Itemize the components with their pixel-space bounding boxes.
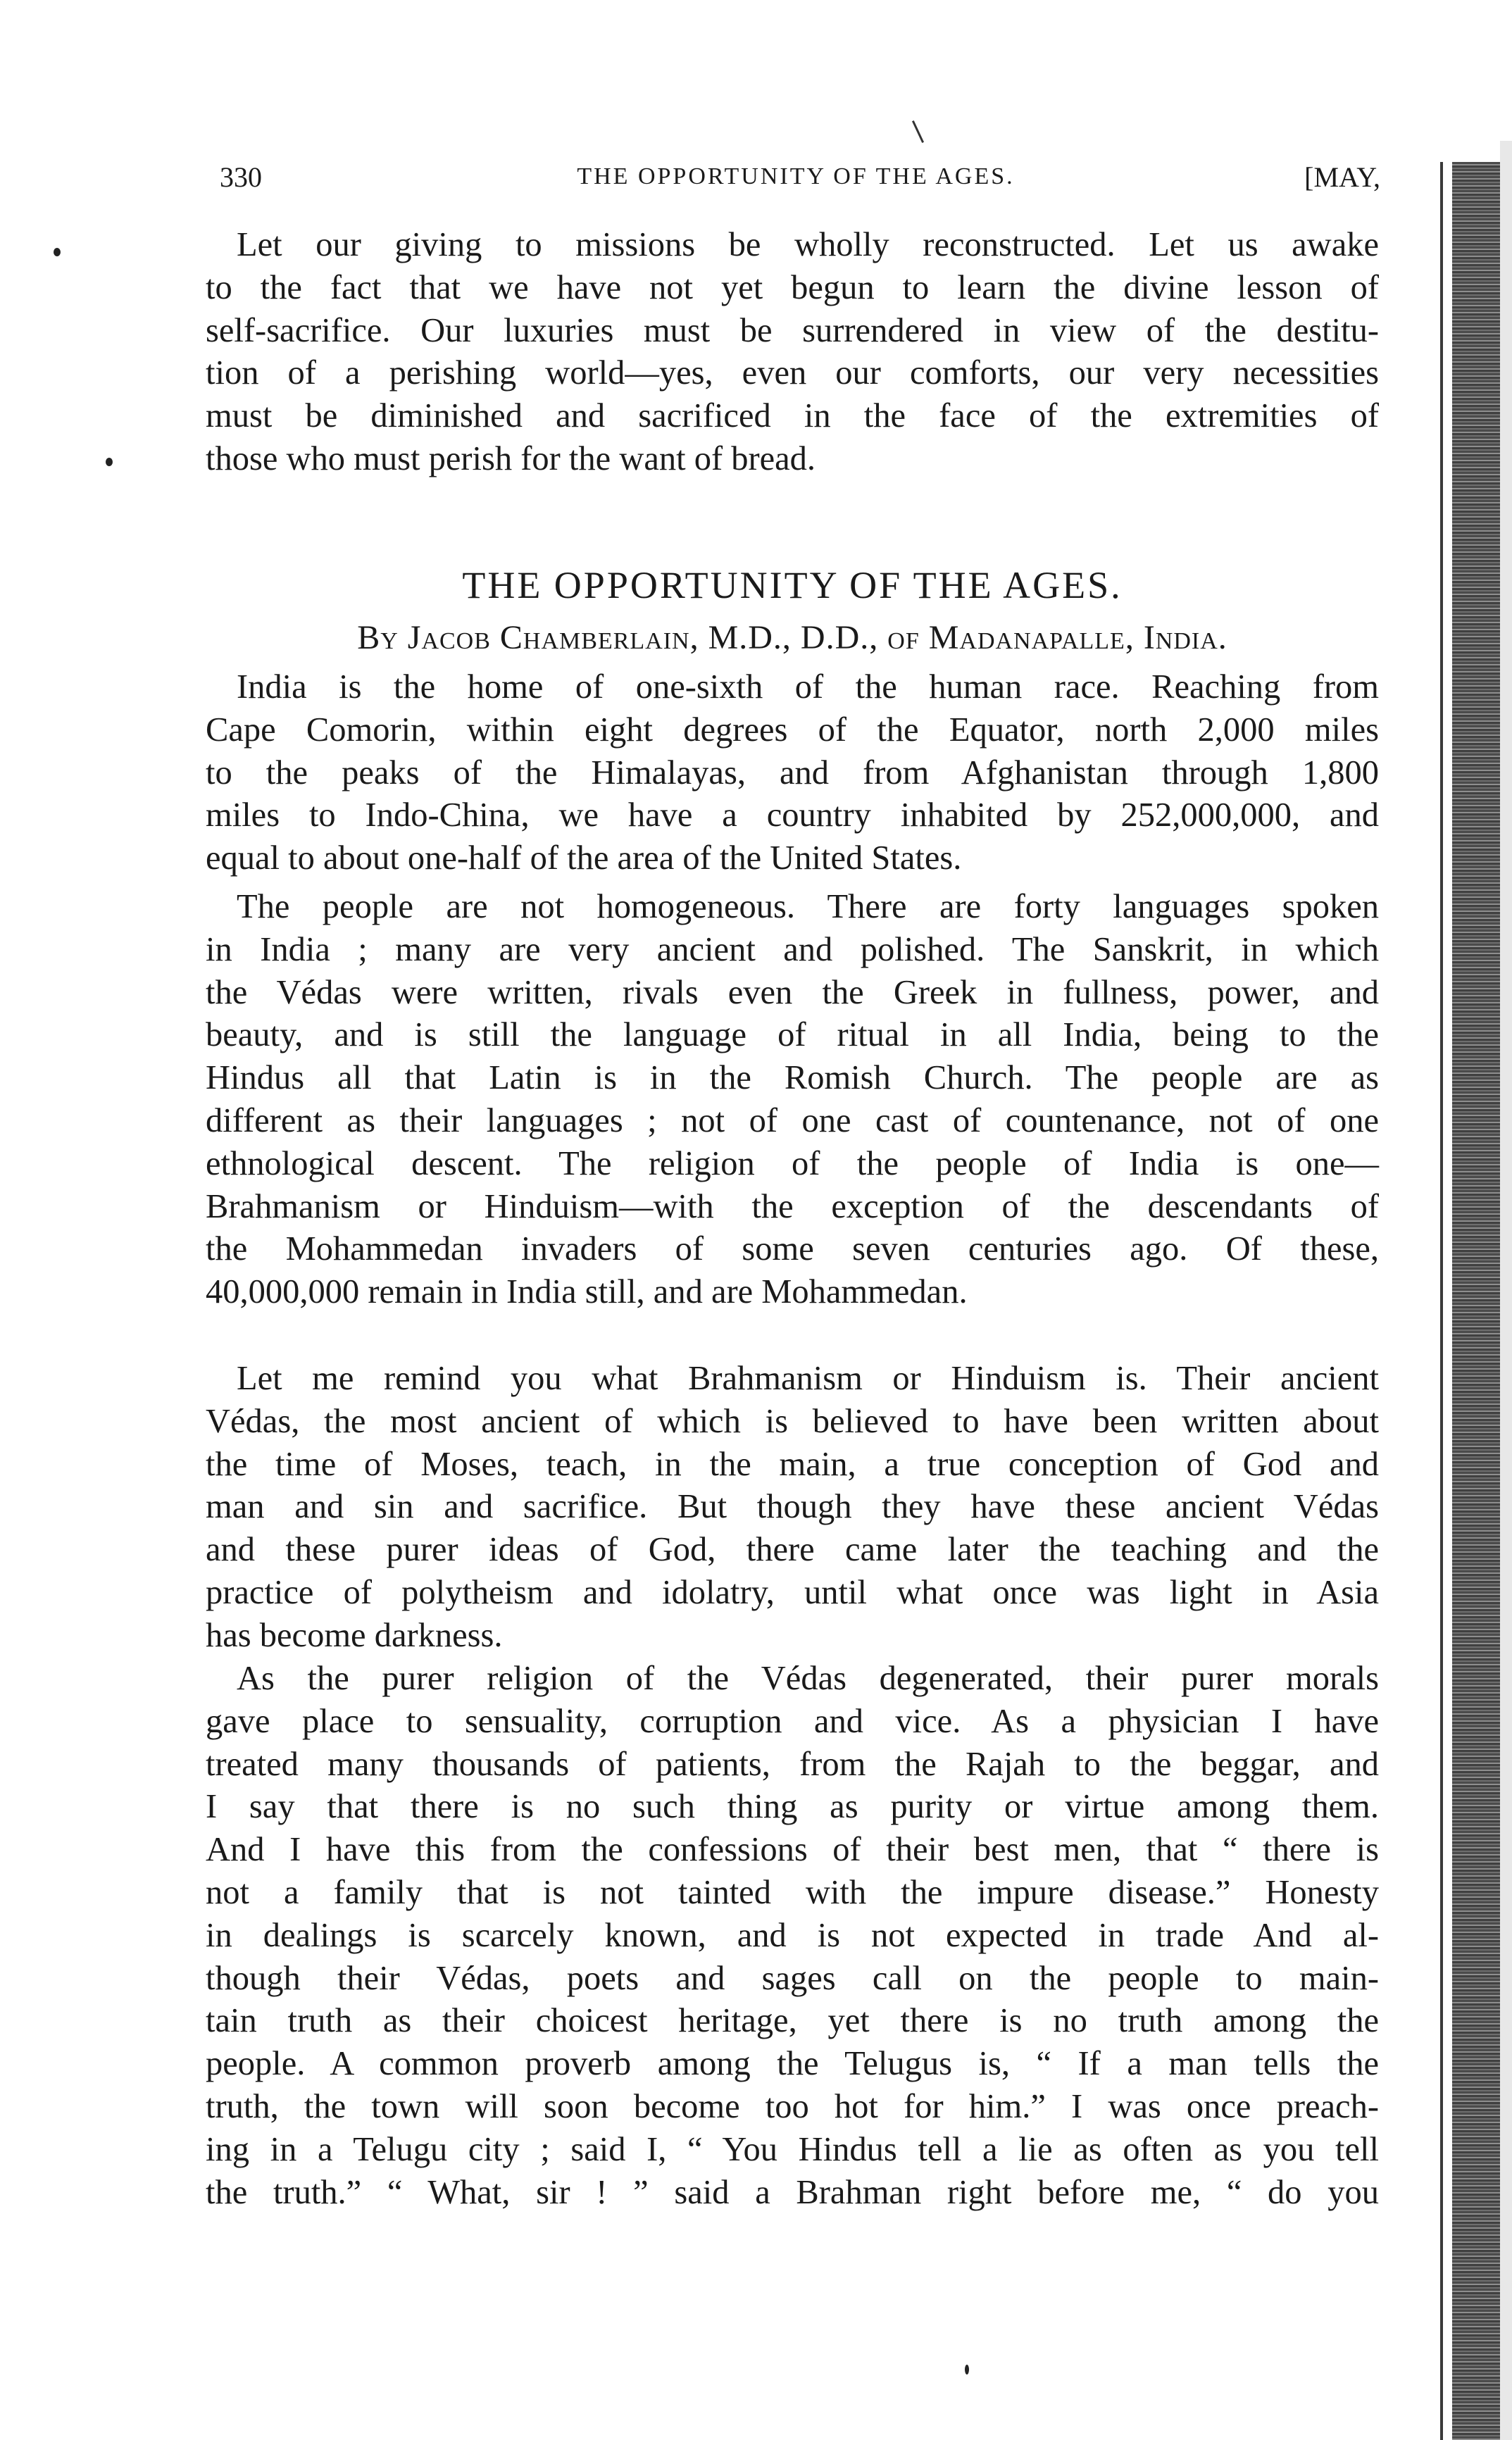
binding-edge-texture [1452,162,1500,2440]
text-line: practice of polytheism and idolatry, until what once was light in Asia [206,1573,1379,1611]
text-line: I say that there is no such thing as purity or virtue among them. [206,1788,1379,1826]
text-line: those who must perish for the want of bread. [206,439,816,477]
scan-margin [1500,141,1512,2440]
bottom-speck [965,2365,969,2375]
running-head-month: [MAY, [1304,161,1380,193]
text-line: Brahmanism or Hinduism—with the exception of the descendants of [206,1187,1379,1225]
text-line: man and sin and sacrifice. But though they have these ancient Védas [206,1488,1379,1526]
margin-speck [106,458,113,466]
text-line: different as their languages ; not of one cast of countenance, not of one [206,1101,1379,1139]
text-line: ing in a Telugu city ; said I, “ You Hindus tell a lie as often as you tell [206,2130,1379,2168]
text-line: The people are not homogeneous. There are forty languages spoken [237,888,1379,925]
text-line: Cape Comorin, within eight degrees of the Equator, north 2,000 miles [206,711,1379,749]
text-line: in India ; many are very ancient and polished. The Sanskrit, in which [206,930,1379,968]
scan-mark [912,120,924,143]
text-line: equal to about one-half of the area of the United States. [206,839,962,877]
text-line: the truth.” “ What, sir ! ” said a Brahman right before me, “ do you [206,2173,1379,2211]
text-line: Let me remind you what Brahmanism or Hinduism is. Their ancient [237,1360,1379,1397]
text-line: miles to Indo-China, we have a country inhabited by 252,000,000, and [206,796,1379,834]
text-line: tion of a perishing world—yes, even our comforts, our very necessities [206,354,1379,392]
text-line: tain truth as their choicest heritage, yet there is no truth among the [206,2002,1379,2040]
text-line: the Védas were written, rivals even the Greek in fullness, power, and [206,973,1379,1011]
text-line: Hindus all that Latin is in the Romish Church. The people are as [206,1059,1379,1097]
text-line: And I have this from the confessions of their best men, that “ there is [206,1831,1379,1869]
text-line: 40,000,000 remain in India still, and are Mohammedan. [206,1273,968,1311]
text-line: has become darkness. [206,1616,503,1654]
text-line: gave place to sensuality, corruption and vice. As a physician I have [206,1702,1379,1740]
text-line: though their Védas, poets and sages call on the people to main- [206,1959,1379,1997]
paragraph-missions [206,224,1379,481]
text-line: the Mohammedan invaders of some seven centuries ago. Of these, [206,1230,1379,1268]
margin-speck [54,248,61,256]
text-line: ethnological descent. The religion of the people of India is one— [206,1144,1379,1182]
text-line: truth, the town will soon become too hot for him.” I was once preach- [206,2087,1379,2125]
text-line: As the purer religion of the Védas degenerated, their purer morals [237,1660,1379,1697]
binding-edge-line [1440,162,1443,2440]
text-line: the time of Moses, teach, in the main, a true conception of God and [206,1445,1379,1483]
text-line: to the fact that we have not yet begun to learn the divine lesson of [206,268,1379,306]
text-line: in dealings is scarcely known, and is not expected in trade And al- [206,1916,1379,1954]
paragraph-india-geography [206,666,1379,880]
paragraph-brahmanism [206,1358,1379,1658]
text-line: Védas, the most ancient of which is believed to have been written about [206,1402,1379,1440]
text-line: not a family that is not tainted with the impure disease.” Honesty [206,1873,1379,1911]
text-line: Let our giving to missions be wholly reconstructed. Let us awake [237,226,1379,263]
text-line: beauty, and is still the language of ritual in all India, being to the [206,1016,1379,1054]
article-byline: By Jacob Chamberlain, M.D., D.D., of Madanapalle, India. [357,619,1227,656]
running-head [211,161,1380,203]
article-title: THE OPPORTUNITY OF THE AGES. [462,564,1123,606]
text-line: self-sacrifice. Our luxuries must be surrendered in view of the destitu- [206,311,1379,349]
paragraph-morals [206,1658,1379,2214]
text-line: must be diminished and sacrificed in the face of the extremities of [206,397,1379,435]
text-line: India is the home of one-sixth of the human race. Reaching from [237,668,1379,706]
text-line: to the peaks of the Himalayas, and from Afghanistan through 1,800 [206,753,1379,792]
paragraph-languages [206,886,1379,1314]
text-line: and these purer ideas of God, there came later the teaching and the [206,1531,1379,1569]
text-line: people. A common proverb among the Telugus is, “ If a man tells the [206,2045,1379,2083]
text-line: treated many thousands of patients, from the Rajah to the beggar, and [206,1745,1379,1783]
running-head-title: THE OPPORTUNITY OF THE AGES. [577,163,1015,189]
page-number: 330 [220,161,262,193]
